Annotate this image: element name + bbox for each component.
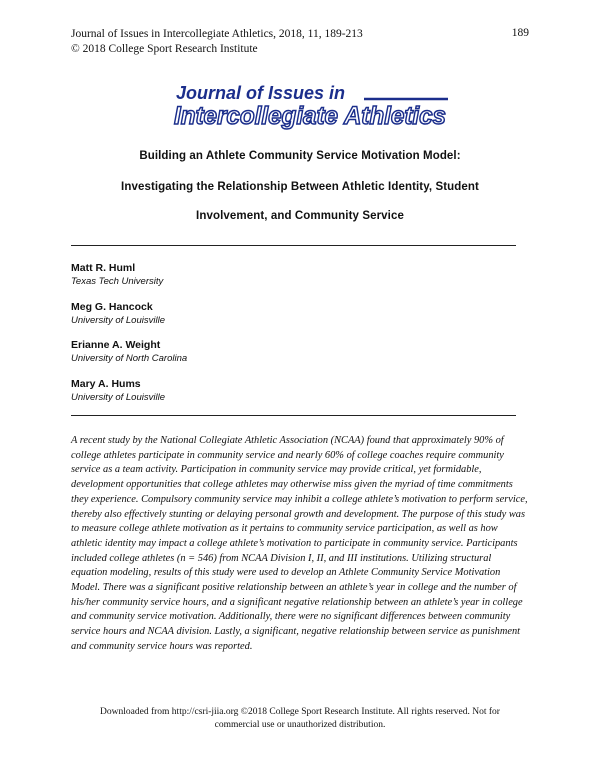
author-block <box>71 339 187 365</box>
title-line-2: Investigating the Relationship Between Athletic Identity, Student <box>121 181 479 193</box>
title-line-1: Building an Athlete Community Service Motivation Model: <box>139 150 461 162</box>
abstract: A recent study by the National Collegiate Athletic Association (NCAA) found that approximately 90% of college athletes participate in community service and nearly 60% of college coaches require community service as a team activity. Participation in community service may provide critical, yet formidable, development opportunities that college athletes may otherwise miss given the myriad of time commitments they experience. Compulsory community service may inhibit a college athlete’s motivation to perform service, thereby also effectively stunting or delaying personal growth and development. The purpose of this study was to measure college athlete motivation as it pertains to community service participation, as well as how athletic identity may impact a college athlete’s motivation to participate in community service. Participants included college athletes (n = 546) from NCAA Division I, II, and III institutions. Utilizing structural equation modeling, results of this study were used to develop an Athlete Community Service Motivation Model. There was a significant positive relationship between an athlete’s year in college and the number of his/her community service hours, and a significant negative relationship between an athlete’s year in college and community service motivation. Additionally, there were no significant differences between community service hours and NCAA division. Lastly, a significant, negative relationship between service as punishment and community service hours was reported. <box>71 435 528 652</box>
footer-line-1: Downloaded from http://csri-jiia.org ©2018 College Sport Research Institute. All rights reserved. Not for <box>100 707 500 717</box>
author-affiliation: University of Louisville <box>71 392 165 403</box>
author-block <box>71 301 165 327</box>
author-affiliation: University of Louisville <box>71 315 165 326</box>
author-name: Matt R. Huml <box>71 262 136 274</box>
author-block <box>71 378 165 404</box>
download-footer <box>71 706 529 732</box>
author-name: Erianne A. Weight <box>71 339 161 351</box>
running-header <box>71 27 363 57</box>
author-name: Mary A. Hums <box>71 378 141 390</box>
author-block <box>71 262 163 288</box>
logo-line-2: Intercollegiate Athletics <box>174 102 447 130</box>
title-line-3: Involvement, and Community Service <box>196 210 404 222</box>
author-affiliation: Texas Tech University <box>71 276 164 287</box>
copyright-notice: © 2018 College Sport Research Institute <box>71 43 258 55</box>
footer-line-2: commercial use or unauthorized distribution. <box>214 720 386 730</box>
author-name: Meg G. Hancock <box>71 301 153 313</box>
divider-bottom <box>71 415 516 416</box>
logo-line-1: Journal of Issues in <box>176 83 346 103</box>
page-number: 189 <box>511 27 529 39</box>
journal-citation: Journal of Issues in Intercollegiate Athletics, 2018, 11, 189-213 <box>71 28 363 40</box>
divider-top <box>71 245 516 246</box>
author-affiliation: University of North Carolina <box>71 353 188 364</box>
journal-logo <box>172 80 456 130</box>
